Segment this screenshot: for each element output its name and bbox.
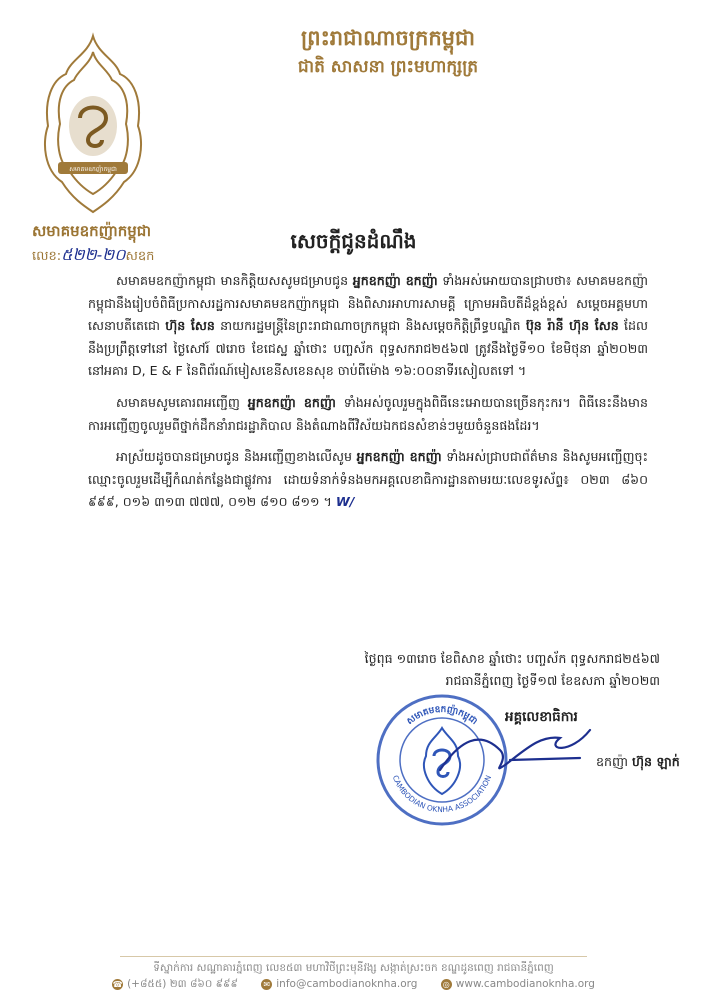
- date-block: [300, 648, 660, 692]
- seal-bottom-text: CAMBODIAN OKNHA ASSOCIATION: [390, 773, 494, 815]
- footer-contacts: [0, 978, 707, 993]
- phone-icon: ☎: [112, 979, 123, 989]
- signatory-title: អគ្គលេខាធិការ: [505, 709, 578, 725]
- paragraph-2: សមាគមសូមគោរពអញ្ជើញ អ្នកឧកញ៉ា ឧកញ៉ា ទាំងអស់ចូលរួមក្នុងពិធីនេះអោយបានច្រើនកុះករ។ ពិធីនេះនឹងមានការអញ្ជើញចូលរួមពីថ្នាក់ដឹកនាំរាជរដ្ឋាភិបាល និងតំណាងពីវិស័យឯកជនសំខាន់ៗមួយចំនួនផងដែរ។: [88, 394, 648, 433]
- handwritten-initials: W/: [335, 494, 355, 510]
- footer-email[interactable]: ✉ info@cambodianoknha.org: [261, 978, 417, 990]
- association-emblem-icon: [38, 30, 148, 230]
- emblem-banner-text: សមាគមឧកញ៉ាកម្ពុជា: [69, 166, 117, 173]
- document-body: [88, 270, 648, 523]
- footer-website[interactable]: ◎ www.cambodianoknha.org: [442, 978, 595, 990]
- kingdom-title: ព្រះរាជាណាចក្រកម្ពុជា: [300, 25, 475, 50]
- handwritten-signature-icon: [430, 720, 600, 790]
- signatory-name: ឧកញ៉ា ហ៊ុន ឡាក់: [596, 754, 680, 769]
- kingdom-heading: [238, 24, 538, 80]
- ref-suffix: សឧក: [125, 249, 155, 264]
- ref-label: លេខ:: [32, 249, 62, 264]
- footer-phone: ☎ (+៨៥៥) ២៣ ៨៦០ ៩៩៩: [112, 978, 238, 990]
- paragraph-1: សមាគមឧកញ៉ាកម្ពុជា មានកិត្តិយសសូមជម្រាបជូន អ្នកឧកញ៉ា ឧកញ៉ា ទាំងអស់អោយបានជ្រាបថា៖ សមាគមឧកញ៉ាកម្ពុជានឹងរៀបចំពិធីប្រកាសរដ្ឋការសមាគមឧកញ៉ាកម្ពុជា និងពិសារអាហារសាមគ្គី ក្រោមអធិបតីដ៏ខ្ពង់ខ្ពស់ សម្ដេចអគ្គមហាសេនាបតីតេជោ ហ៊ុន សែន នាយករដ្ឋមន្ត្រីនៃព្រះរាជាណាចក្រកម្ពុជា និងសម្ដេចកិត្តិព្រឹទ្ធបណ្ឌិត ប៊ុន រ៉ានី ហ៊ុន សែន ដែលនឹងប្រព្រឹត្តទៅនៅ ថ្ងៃសៅរ៍ ៧រោច ខែជេស្ឋ ឆ្នាំថោះ បញ្ចស័ក ពុទ្ធសករាជ២៥៦៧ ត្រូវនឹងថ្ងៃទី១០ ខែមិថុនា ឆ្នាំ២០២៣ នៅអគារ D, E & F នៃពិព័រណ៍មៀសខេនីសខេនសុខ ចាប់ពីម៉ោង ១៦:០០នាទីរសៀលតទៅ ។: [88, 273, 648, 379]
- footer-divider: [120, 956, 587, 957]
- lunar-date: ថ្ងៃពុធ ១៣រោច ខែពិសាខ ឆ្នាំថោះ បញ្ចស័ក ពុទ្ធសករាជ២៥៦៧: [364, 651, 660, 666]
- paragraph-3: អាស្រ័យដូចបានជម្រាបជូន និងអញ្ជើញខាងលើសូម អ្នកឧកញ៉ា ឧកញ៉ា ទាំងអស់ជ្រាបជាព័ត៌មាន និងសូមអញ្ជើញចុះឈ្មោះចូលរួមដើម្បីកំណត់កន្លែងជាផ្លូវការ ដោយទំនាក់ទំនងមកអគ្គលេខាធិការដ្ឋានតាមរយៈលេខទូរស័ព្ទ៖ ០២៣ ៨៦០ ៩៩៩, ០១៦ ៣១៣ ៧៧៧, ០១២ ៨១០ ៨១១ ។ W/: [88, 449, 648, 510]
- email-icon: ✉: [261, 979, 272, 990]
- ref-handwritten: ៥២២-២០: [61, 245, 126, 264]
- association-name: សមាគមឧកញ៉ាកម្ពុជា: [32, 222, 152, 240]
- document-title: សេចក្ដីជូនដំណឹង: [290, 229, 417, 253]
- seal-top-text: សមាគមឧកញ៉ាកម្ពុជា: [405, 704, 479, 727]
- globe-icon: ◎: [441, 979, 452, 990]
- kingdom-motto: ជាតិ សាសនា ព្រះមហាក្សត្រ: [297, 57, 479, 77]
- footer-address: ទីស្នាក់ការ សណ្ឋាគារភ្នំពេញ លេខ៥៣ មហាវិថីព្រះមុនីវង្ស សង្កាត់ស្រះចក ខណ្ឌដូនពេញ រាជធានីភ្នំពេញ: [153, 962, 554, 974]
- solar-date: រាជធានីភ្នំពេញ ថ្ងៃទី១៧ ខែឧសភា ឆ្នាំ២០២៣: [445, 673, 660, 688]
